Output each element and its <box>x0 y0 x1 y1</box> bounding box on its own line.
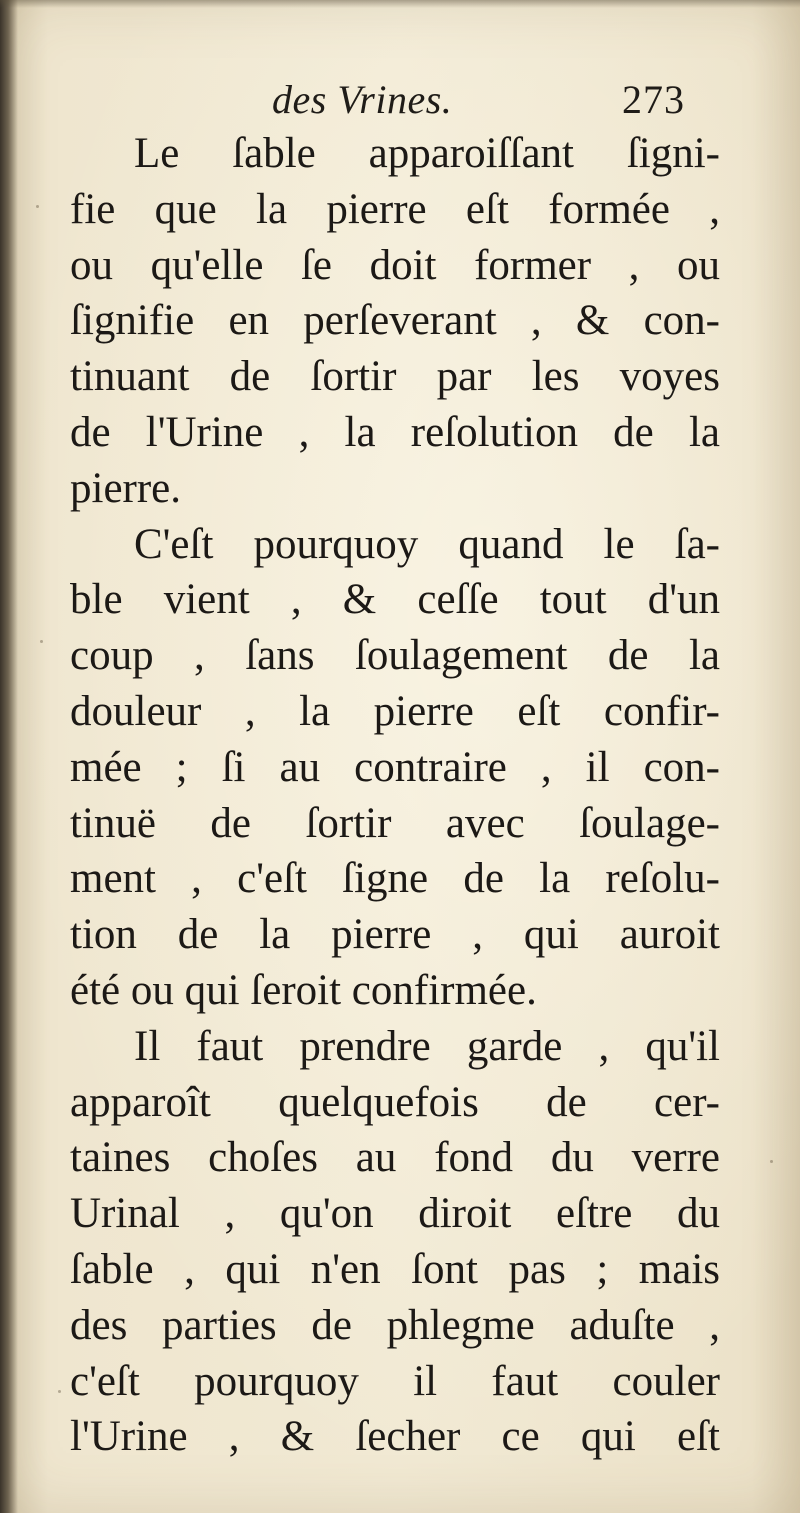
text-line: Urinal , qu'on diroit eſtre du <box>70 1190 720 1238</box>
text-line: Il faut prendre garde , qu'il <box>134 1022 720 1070</box>
text-line: ou qu'elle ſe doit former , ou <box>70 241 720 289</box>
text-line: Le ſable apparoiſſant ſigni- <box>134 130 720 177</box>
text-line: C'eſt pourquoy quand le ſa- <box>134 520 720 568</box>
paper-speck <box>36 205 39 208</box>
text-line: de l'Urine , la reſolution de la <box>70 408 720 456</box>
text-line: apparoît quelquefois de cer- <box>70 1078 720 1126</box>
text-line: l'Urine , & ſecher ce qui eſt <box>70 1413 720 1461</box>
text-line: fie que la pierre eſt formée , <box>70 185 720 233</box>
text-line: tinuë de ſortir avec ſoulage- <box>70 799 720 847</box>
text-line: pierre. <box>70 464 182 512</box>
text-line: ble vient , & ceſſe tout d'un <box>70 576 720 624</box>
paper-speck <box>770 1160 773 1163</box>
text-line: mée ; ſi au contraire , il con- <box>70 743 720 791</box>
page-header <box>0 70 800 130</box>
text-line: ſable , qui n'en ſont pas ; mais <box>70 1245 720 1293</box>
text-line: coup , ſans ſoulagement de la <box>70 632 720 680</box>
text-line: été ou qui ſeroit confirmée. <box>70 966 537 1014</box>
text-line: tion de la pierre , qui auroit <box>70 911 720 959</box>
text-line: ment , c'eſt ſigne de la reſolu- <box>70 855 720 903</box>
page-number: 273 <box>622 77 685 122</box>
text-line: des parties de phlegme aduſte , <box>70 1301 720 1349</box>
text-line: tinuant de ſortir par les voyes <box>70 353 720 401</box>
text-line: taines choſes au fond du verre <box>70 1134 720 1182</box>
paper-speck <box>40 640 43 643</box>
text-line: c'eſt pourquoy il faut couler <box>70 1357 720 1405</box>
body-text <box>70 126 720 1465</box>
binding-edge <box>0 0 18 1513</box>
paper-speck <box>58 1390 61 1393</box>
top-shadow <box>0 0 800 8</box>
text-line: douleur , la pierre eſt confir- <box>70 687 720 735</box>
text-line: ſignifie en perſeverant , & con- <box>70 297 720 345</box>
running-title: des Vrines. <box>272 77 453 122</box>
